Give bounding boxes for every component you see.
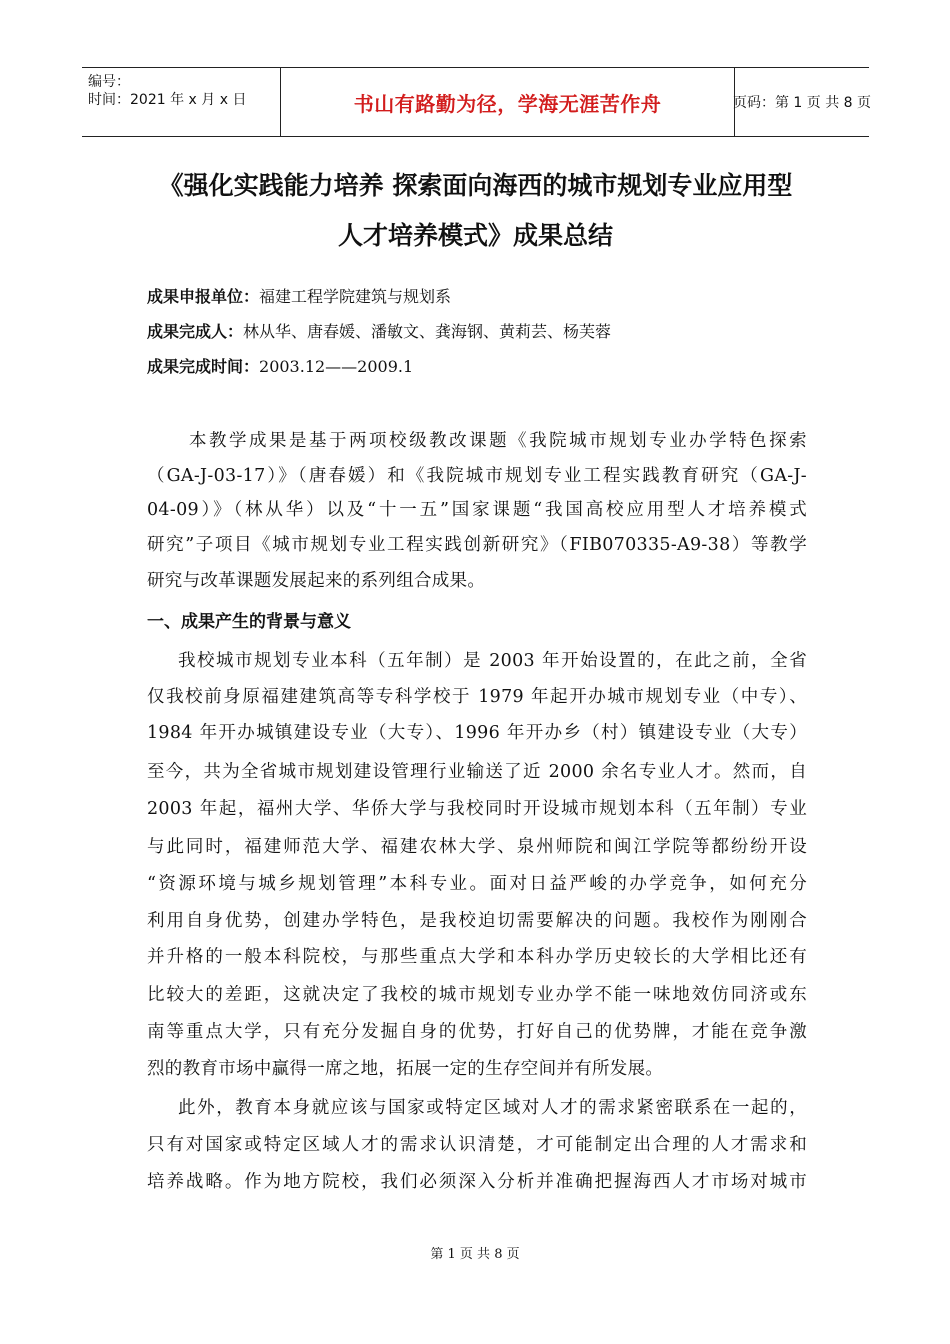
paragraph-line: 1984 年开办城镇建设专业（大专）、1996 年开办乡（村）镇建设专业（大专） bbox=[147, 723, 807, 743]
paragraph-line: 并升格的一般本科院校，与那些重点大学和本科办学历史较长的大学相比还有 bbox=[147, 947, 807, 967]
intro-line: 研究”子项目《城市规划专业工程实践创新研究》（FIB070335-A9-38）等教学 bbox=[147, 535, 807, 555]
paragraph-line: 南等重点大学，只有充分发掘自身的优势，打好自己的优势牌，才能在竞争激 bbox=[147, 1022, 807, 1042]
paragraph-line: 只有对国家或特定区域人才的需求认识清楚，才可能制定出合理的人才需求和 bbox=[147, 1135, 807, 1155]
meta-time-value: 2003.12——2009.1 bbox=[259, 357, 414, 376]
header-table bbox=[82, 67, 872, 137]
paragraph-line: 培养战略。作为地方院校，我们必须深入分析并准确把握海西人才市场对城市 bbox=[147, 1172, 807, 1192]
header-page-cell bbox=[732, 68, 872, 136]
meta-unit bbox=[147, 287, 451, 307]
intro-line: 研究与改革课题发展起来的系列组合成果。 bbox=[147, 571, 486, 591]
paragraph-line: 至今，共为全省城市规划建设管理行业输送了近 2000 余名专业人才。然而，自 bbox=[147, 762, 807, 782]
meta-people-value: 林从华、唐春媛、潘敏文、龚海钢、黄莉芸、杨芙蓉 bbox=[243, 322, 612, 341]
meta-unit-value: 福建工程学院建筑与规划系 bbox=[259, 287, 452, 306]
paragraph-line: 此外，教育本身就应该与国家或特定区域对人才的需求紧密联系在一起的， bbox=[178, 1098, 807, 1118]
meta-people bbox=[147, 322, 611, 342]
motto-text: 书山有路勤为径，学海无涯苦作舟 bbox=[353, 91, 662, 116]
document-time-label: 时间：2021 年 x 月 x 日 bbox=[88, 92, 247, 108]
paragraph-line: 烈的教育市场中赢得一席之地，拓展一定的生存空间并有所发展。 bbox=[147, 1059, 664, 1079]
paragraph-line: 2003 年起，福州大学、华侨大学与我校同时开设城市规划本科（五年制）专业 bbox=[147, 799, 807, 819]
section-heading: 一、成果产生的背景与意义 bbox=[147, 612, 351, 632]
paragraph-line: 我校城市规划专业本科（五年制）是 2003 年开始设置的，在此之前，全省 bbox=[178, 651, 807, 671]
intro-line: 04-09）》（林从华）以及“十一五”国家课题“我国高校应用型人才培养模式 bbox=[147, 500, 807, 520]
paragraph-line: 利用自身优势，创建办学特色，是我校迫切需要解决的问题。我校作为刚刚合 bbox=[147, 911, 807, 931]
paragraph-line: “资源环境与城乡规划管理”本科专业。面对日益严峻的办学竞争，如何充分 bbox=[147, 874, 807, 894]
paragraph-line: 比较大的差距，这就决定了我校的城市规划专业办学不能一味地效仿同济或东 bbox=[147, 985, 807, 1005]
paragraph-line: 与此同时，福建师范大学、福建农林大学、泉州师院和闽江学院等都纷纷开设 bbox=[147, 837, 807, 857]
paragraph-line: 仅我校前身原福建建筑高等专科学校于 1979 年起开办城市规划专业（中专）、 bbox=[147, 687, 807, 707]
meta-time-label: 成果完成时间： bbox=[147, 357, 260, 376]
document-title-line-2: 人才培养模式》成果总结 bbox=[337, 221, 613, 250]
document-number-label: 编号： bbox=[88, 74, 130, 90]
header-page-number: 页码：第 1 页 共 8 页 bbox=[732, 95, 872, 111]
meta-unit-label: 成果申报单位： bbox=[147, 287, 260, 306]
meta-people-label: 成果完成人： bbox=[147, 322, 244, 341]
page-footer: 第 1 页 共 8 页 bbox=[430, 1247, 520, 1262]
intro-line: （GA-J-03-17）》（唐春媛）和《我院城市规划专业工程实践教育研究（GA-J- bbox=[147, 466, 807, 486]
intro-line: 本教学成果是基于两项校级教改课题《我院城市规划专业办学特色探索 bbox=[189, 431, 807, 451]
header-left-cell bbox=[82, 68, 280, 136]
header-motto-cell bbox=[280, 68, 735, 136]
meta-time bbox=[147, 357, 413, 377]
document-title-line-1: 《强化实践能力培养 探索面向海西的城市规划专业应用型 bbox=[158, 171, 793, 200]
